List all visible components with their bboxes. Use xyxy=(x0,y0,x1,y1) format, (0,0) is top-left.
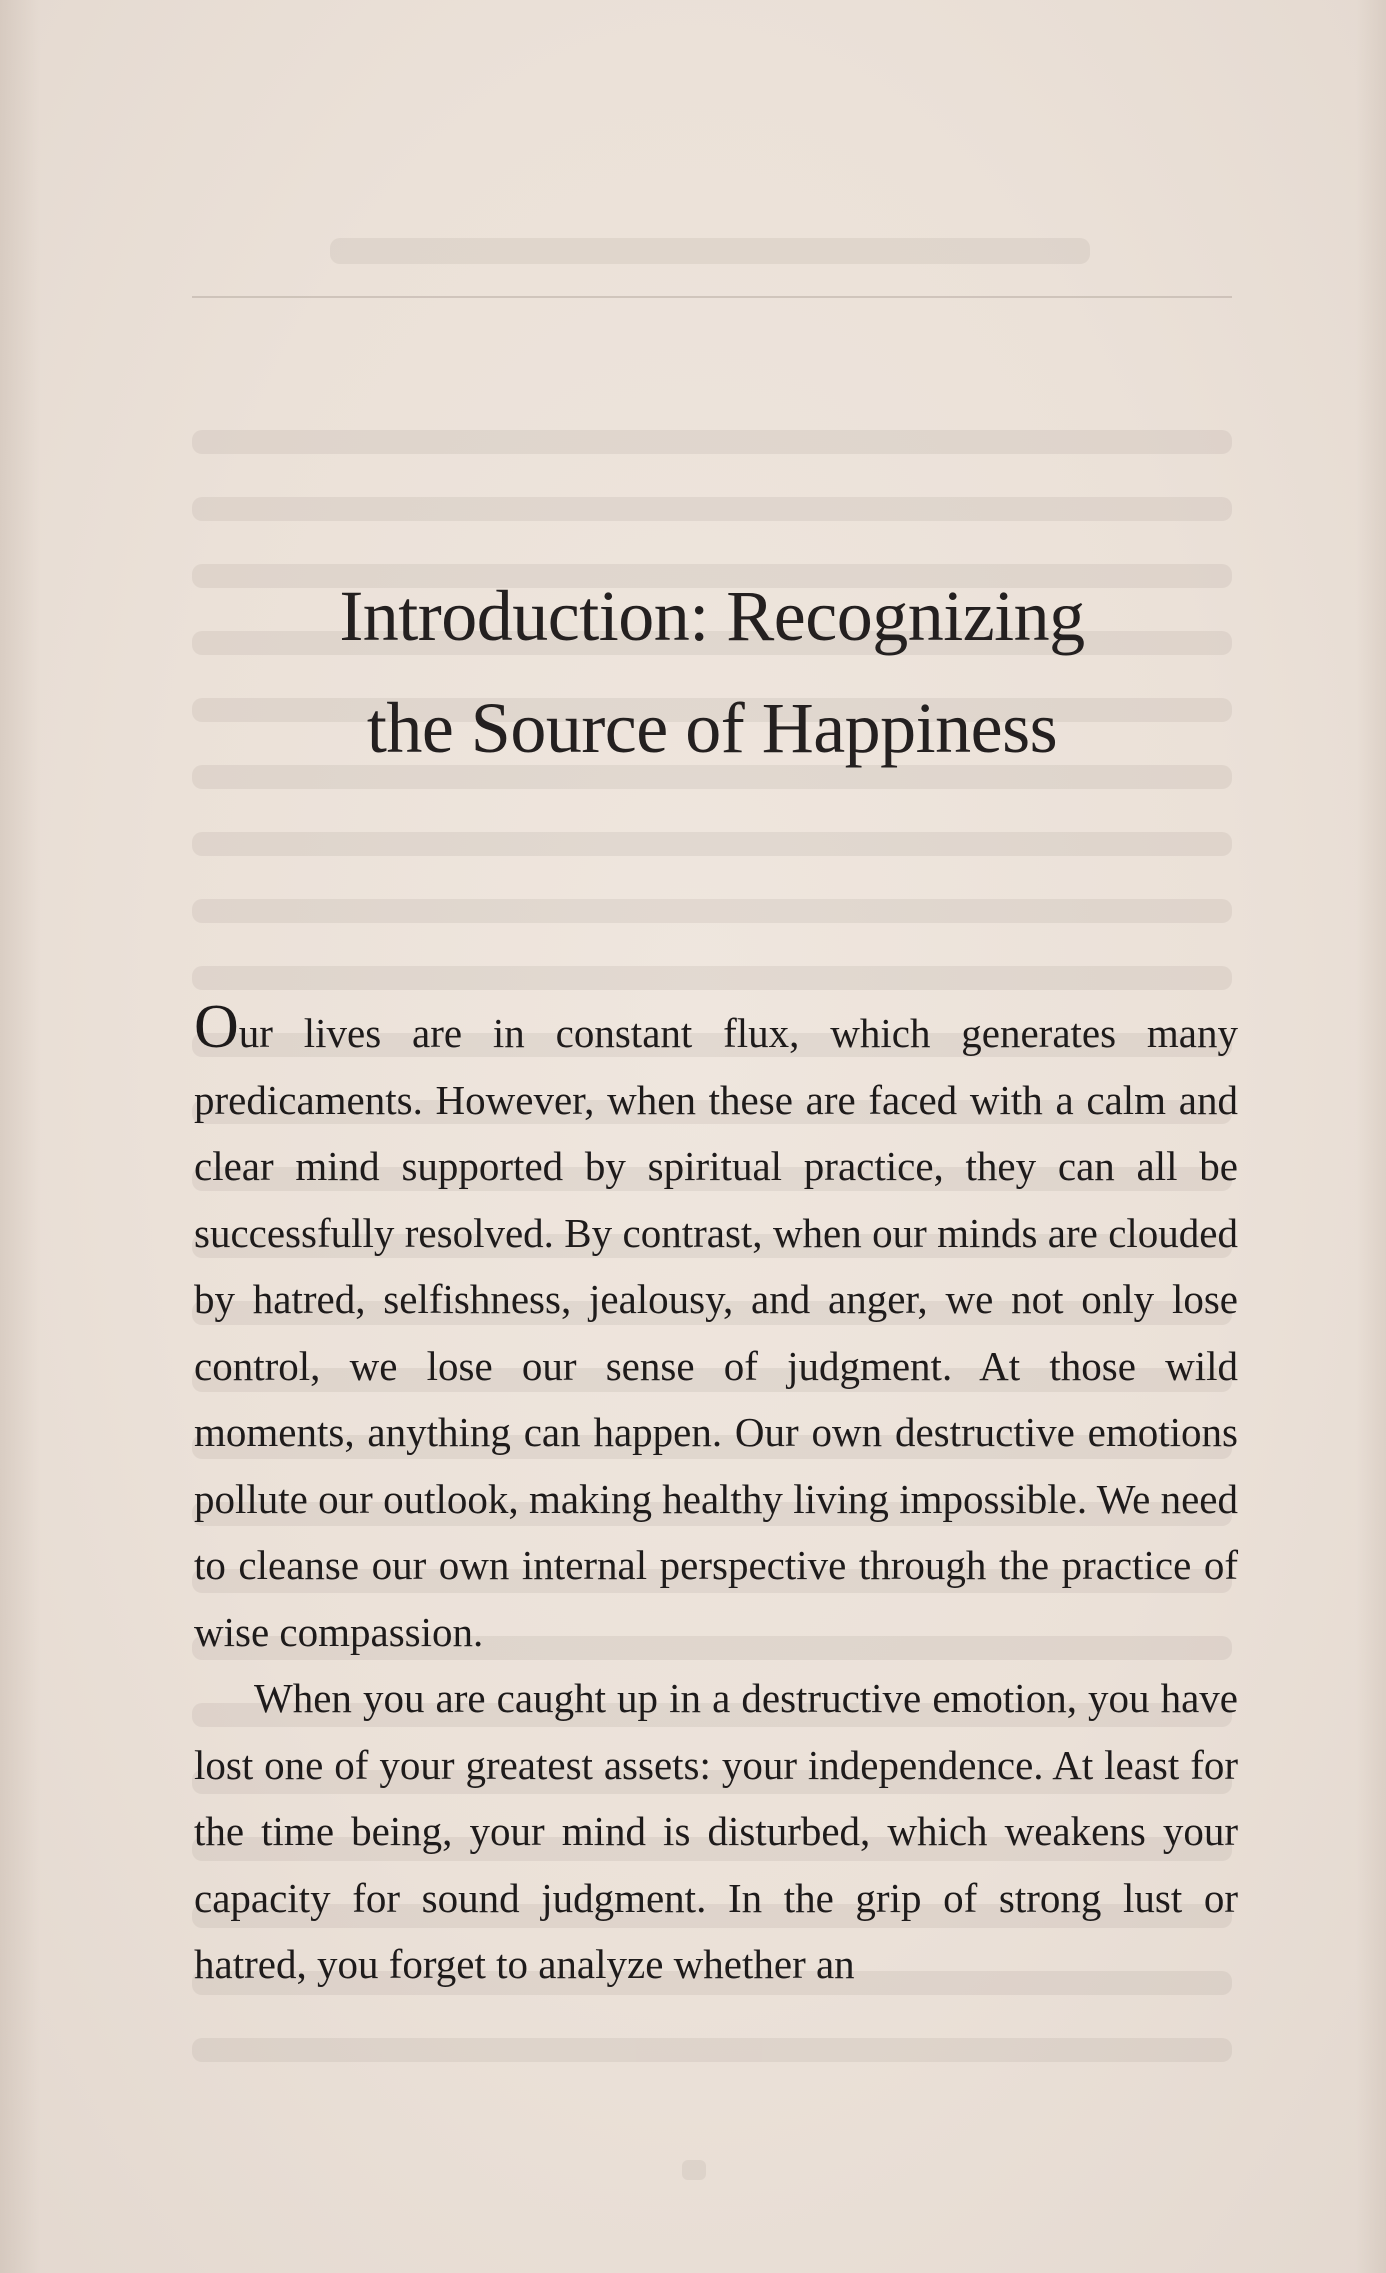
paragraph-1-text: ur lives are in constant flux, which generates many predicaments. However, when these are faced with a calm and clear mind supported by spiritual practice, they can all be successfully resolved. By contrast, when our minds are clouded by hatred, selfishness, jealousy, and anger, we not only lose control, we lose our sense of judgment. At those wild moments, anything can happen. Our own destructive emotions pollute our outlook, making healthy living impossible. We need to cleanse our own internal perspective through the practice of wise compassion. xyxy=(194,1010,1238,1655)
body-text xyxy=(194,993,1238,1998)
page-edge-shadow-right xyxy=(1356,0,1386,2273)
paragraph-2: When you are caught up in a destructive emotion, you have lost one of your greatest assets: your independence. At least for the time being, your mind is disturbed, which weakens your capacity for sound judgment. In the grip of strong lust or hatred, you forget to analyze whether an xyxy=(194,1675,1238,1987)
running-head-rule xyxy=(192,296,1232,298)
chapter-title-line-1: Introduction: Recognizing xyxy=(339,576,1085,656)
chapter-title xyxy=(192,560,1232,784)
drop-cap: O xyxy=(194,993,239,1061)
paragraph-1 xyxy=(194,993,1238,1665)
chapter-title-line-2: the Source of Happiness xyxy=(366,688,1058,768)
page-edge-shadow-left xyxy=(0,0,40,2273)
